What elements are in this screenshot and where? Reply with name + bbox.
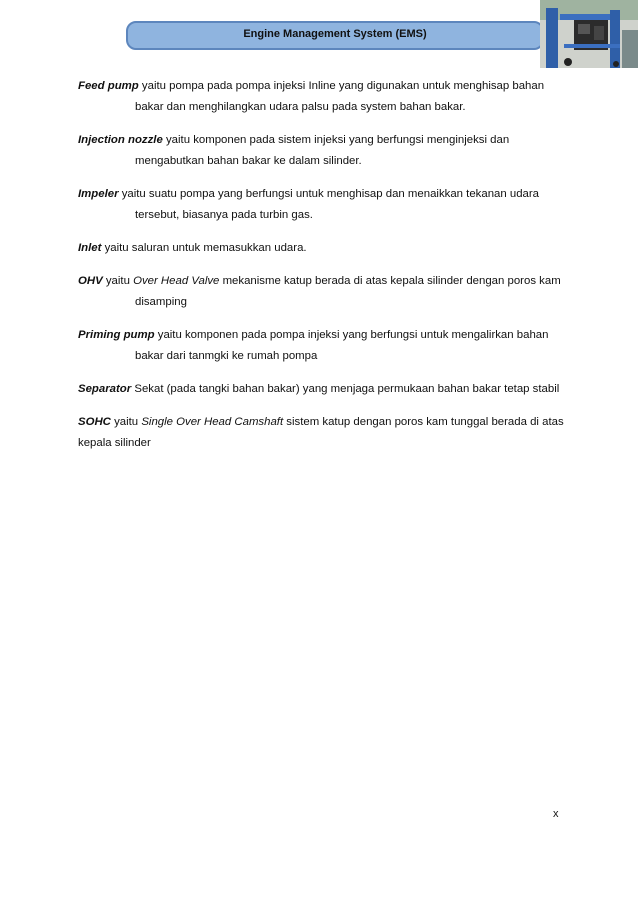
glossary-term: Impeler xyxy=(78,188,119,200)
glossary-definition: yaitu komponen pada sistem injeksi yang berfungsi menginjeksi dan mengabutkan bahan bakar ke dalam silinder. xyxy=(135,134,510,167)
glossary-definition: yaitu komponen pada pompa injeksi yang berfungsi untuk mengalirkan bahan bakar dari tanmgki ke rumah pompa xyxy=(135,329,549,362)
glossary-definition: yaitu saluran untuk memasukkan udara. xyxy=(101,242,307,254)
glossary-term: Feed pump xyxy=(78,80,139,92)
glossary-expansion: Single Over Head Camshaft xyxy=(141,416,284,428)
page-number: x xyxy=(553,808,559,820)
glossary-definition: Sekat (pada tangki bahan bakar) yang menjaga permukaan bahan bakar tetap stabil xyxy=(131,383,560,395)
glossary-connector: yaitu xyxy=(102,275,134,287)
glossary-entry-impeler xyxy=(78,184,568,226)
glossary-term: OHV xyxy=(78,275,103,287)
glossary-definition: yaitu pompa pada pompa injeksi Inline yang digunakan untuk menghisap bahan bakar dan menghilangkan udara palsu pada system bahan bakar. xyxy=(135,80,545,113)
glossary-entry-ohv xyxy=(78,271,568,313)
glossary-definition: mekanisme katup berada di atas kepala silinder dengan poros kam disamping xyxy=(135,275,561,308)
glossary-entry-sohc xyxy=(78,412,568,454)
glossary-term: SOHC xyxy=(78,416,111,428)
glossary-list xyxy=(78,76,568,466)
glossary-term: Priming pump xyxy=(78,329,155,341)
glossary-entry-injection-nozzle xyxy=(78,130,568,172)
glossary-entry-feed-pump xyxy=(78,76,568,118)
glossary-term: Inlet xyxy=(78,242,102,254)
glossary-entry-separator xyxy=(78,379,568,400)
glossary-entry-inlet xyxy=(78,238,568,259)
glossary-definition: yaitu suatu pompa yang berfungsi untuk menghisap dan menaikkan tekanan udara tersebut, biasanya pada turbin gas. xyxy=(118,188,540,221)
page-title: Engine Management System (EMS) xyxy=(243,28,427,40)
engine-trainer-image xyxy=(540,0,638,68)
glossary-expansion: Over Head Valve xyxy=(133,275,220,287)
glossary-definition: sistem katup dengan poros kam tunggal berada di atas kepala silinder xyxy=(78,416,564,449)
engine-trainer-photo xyxy=(540,0,638,68)
glossary-connector: yaitu xyxy=(110,416,142,428)
glossary-term: Separator xyxy=(78,383,132,395)
glossary-term: Injection nozzle xyxy=(78,134,163,146)
glossary-entry-priming-pump xyxy=(78,325,568,367)
